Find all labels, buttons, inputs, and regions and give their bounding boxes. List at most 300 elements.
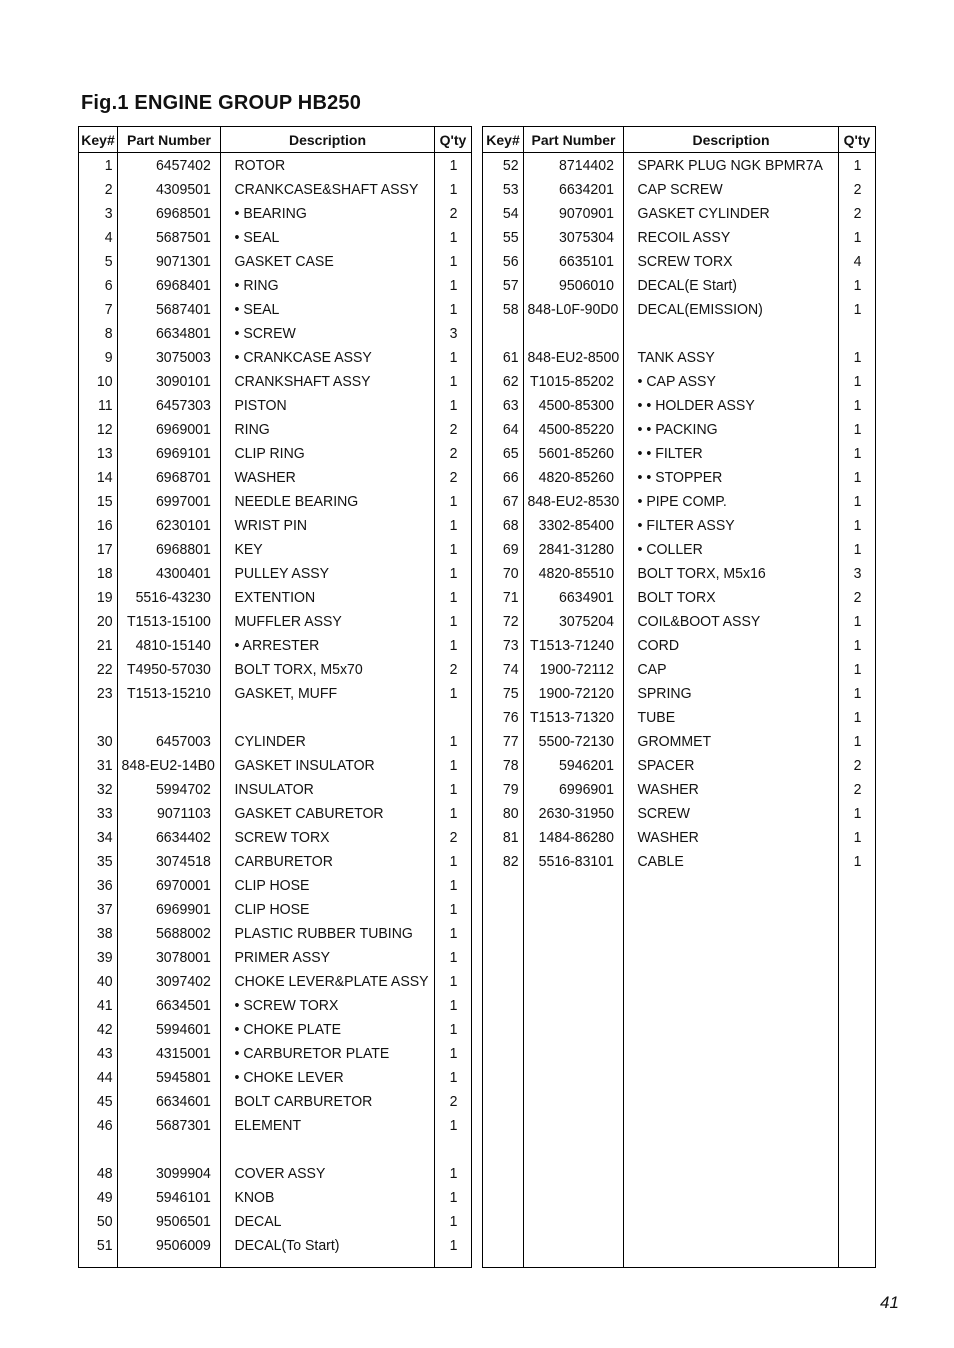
column-header-qty: Q'ty [435, 127, 472, 153]
key-cell [484, 322, 523, 346]
description-cell: BOLT CARBURETOR [227, 1090, 428, 1114]
description-cell: • RING [227, 274, 428, 298]
part-number-cell: 6635101 [527, 250, 621, 274]
description-cell: • PIPE COMP. [630, 490, 832, 514]
qty-cell: 2 [436, 202, 471, 226]
description-cell [227, 1138, 428, 1162]
table-row [483, 153, 876, 179]
key-cell: 37 [96, 901, 113, 918]
table-row [483, 466, 876, 490]
description-cell: INSULATOR [227, 778, 428, 802]
description-cell: KEY [227, 538, 428, 562]
part-number-cell: 848-EU2-8500 [527, 346, 621, 370]
qty-cell: 1 [436, 298, 471, 322]
qty-cell: 1 [840, 850, 875, 874]
key-cell: 32 [96, 781, 113, 798]
part-number-cell: 3075304 [527, 226, 621, 250]
empty-cell [630, 874, 832, 1268]
key-cell: 21 [96, 637, 113, 654]
part-number-cell: 3302-85400 [527, 514, 621, 538]
key-cell: 35 [96, 853, 113, 870]
table-row [79, 346, 472, 370]
key-cell: 77 [502, 733, 519, 750]
description-cell: CORD [630, 634, 832, 658]
key-cell: 46 [96, 1117, 113, 1134]
key-cell: 71 [502, 589, 519, 606]
key-cell: 19 [96, 589, 113, 606]
part-number-cell: 5994601 [121, 1018, 218, 1042]
description-cell: • CARBURETOR PLATE [227, 1042, 428, 1066]
qty-cell: 1 [436, 874, 471, 898]
part-number-cell: 4309501 [121, 178, 218, 202]
key-cell: 56 [502, 253, 519, 270]
key-cell [80, 1138, 117, 1162]
part-number-cell: 5687401 [121, 298, 218, 322]
part-number-cell: 6457003 [121, 730, 218, 754]
table-row [483, 562, 876, 586]
table-row [483, 802, 876, 826]
qty-cell: 1 [840, 490, 875, 514]
table-row [79, 1138, 472, 1162]
table-row [483, 826, 876, 850]
table-row [483, 586, 876, 610]
table-row [79, 610, 472, 634]
part-number-cell: T1513-15210 [121, 682, 218, 706]
description-cell: TANK ASSY [630, 346, 832, 370]
description-cell: • • STOPPER [630, 466, 832, 490]
qty-cell: 1 [840, 706, 875, 730]
description-cell: CABLE [630, 850, 832, 874]
part-number-cell: 6996901 [527, 778, 621, 802]
table-row [79, 1042, 472, 1066]
part-number-cell: T1513-15100 [121, 610, 218, 634]
table-row [79, 538, 472, 562]
part-number-cell: 5946201 [527, 754, 621, 778]
qty-cell: 1 [436, 778, 471, 802]
table-row [79, 994, 472, 1018]
qty-cell: 1 [436, 1162, 471, 1186]
description-cell: CLIP HOSE [227, 898, 428, 922]
part-number-cell: 3078001 [121, 946, 218, 970]
key-cell: 17 [96, 541, 113, 558]
part-number-cell: 2841-31280 [527, 538, 621, 562]
part-number-cell: 6969001 [121, 418, 218, 442]
key-cell: 38 [96, 925, 113, 942]
part-number-cell: 6968801 [121, 538, 218, 562]
key-cell: 33 [96, 805, 113, 822]
part-number-cell: 3075204 [527, 610, 621, 634]
description-cell: ROTOR [227, 153, 428, 179]
qty-cell: 1 [436, 802, 471, 826]
empty-cell [121, 1258, 218, 1268]
part-number-cell: 9506010 [527, 274, 621, 298]
table-row [483, 394, 876, 418]
table-row [79, 514, 472, 538]
qty-cell: 1 [436, 562, 471, 586]
part-number-cell: 3099904 [121, 1162, 218, 1186]
part-number-cell: T4950-57030 [121, 658, 218, 682]
qty-cell: 1 [436, 610, 471, 634]
key-cell: 11 [97, 397, 113, 414]
qty-cell: 2 [436, 1090, 471, 1114]
table-row [483, 274, 876, 298]
qty-cell: 1 [840, 394, 875, 418]
qty-cell: 1 [840, 610, 875, 634]
key-cell: 82 [502, 853, 519, 870]
part-number-cell: 6230101 [121, 514, 218, 538]
empty-cell [80, 1258, 117, 1268]
key-cell: 18 [96, 565, 113, 582]
description-cell: WRIST PIN [227, 514, 428, 538]
table-row [79, 490, 472, 514]
parts-table-left [78, 126, 472, 1268]
key-cell: 7 [104, 301, 113, 318]
description-cell: MUFFLER ASSY [227, 610, 428, 634]
part-number-cell: 1484-86280 [527, 826, 621, 850]
description-cell: DECAL(To Start) [227, 1234, 428, 1258]
qty-cell: 2 [840, 754, 875, 778]
qty-cell: 1 [840, 730, 875, 754]
part-number-cell: 6457303 [121, 394, 218, 418]
part-number-cell [121, 706, 218, 730]
table-row [483, 202, 876, 226]
table-row [79, 1210, 472, 1234]
qty-cell: 1 [436, 898, 471, 922]
key-cell: 63 [502, 397, 519, 414]
table-row [483, 754, 876, 778]
qty-cell: 1 [436, 1018, 471, 1042]
part-number-cell: 9070901 [527, 202, 621, 226]
qty-cell: 1 [840, 442, 875, 466]
table-row [483, 250, 876, 274]
qty-cell: 1 [436, 1114, 471, 1138]
description-cell: GASKET CYLINDER [630, 202, 832, 226]
part-number-cell: 4315001 [121, 1042, 218, 1066]
key-cell: 30 [96, 733, 113, 750]
description-cell: GASKET INSULATOR [227, 754, 428, 778]
key-cell: 2 [104, 181, 113, 198]
description-cell: GROMMET [630, 730, 832, 754]
qty-cell: 1 [436, 346, 471, 370]
qty-cell: 2 [436, 826, 471, 850]
description-cell: RECOIL ASSY [630, 226, 832, 250]
description-cell: WASHER [630, 826, 832, 850]
key-cell: 42 [96, 1021, 113, 1038]
key-cell: 16 [96, 517, 113, 534]
part-number-cell: 4500-85220 [527, 418, 621, 442]
table-filler-row [79, 1258, 472, 1268]
key-cell: 68 [502, 517, 519, 534]
description-cell [227, 706, 428, 730]
table-row [79, 562, 472, 586]
table-row [79, 394, 472, 418]
part-number-cell: 6968501 [121, 202, 218, 226]
qty-cell: 1 [840, 802, 875, 826]
empty-cell [527, 874, 621, 1268]
key-cell: 6 [104, 277, 113, 294]
qty-cell: 1 [436, 946, 471, 970]
table-row [483, 538, 876, 562]
key-cell: 15 [96, 493, 113, 510]
description-cell: DECAL [227, 1210, 428, 1234]
table-row [79, 970, 472, 994]
part-number-cell: 4300401 [121, 562, 218, 586]
description-cell: • CHOKE LEVER [227, 1066, 428, 1090]
part-number-cell: 6997001 [121, 490, 218, 514]
qty-cell: 1 [436, 153, 471, 179]
table-row [79, 442, 472, 466]
table-row [483, 322, 876, 346]
qty-cell: 2 [840, 586, 875, 610]
page-number: 41 [880, 1293, 899, 1312]
part-number-cell: 848-L0F-90D0 [527, 298, 621, 322]
table-row [79, 730, 472, 754]
table-row [79, 706, 472, 730]
table-row [79, 418, 472, 442]
table-header-row [79, 127, 472, 153]
part-number-cell: 4500-85300 [527, 394, 621, 418]
table-row [79, 754, 472, 778]
key-cell: 39 [96, 949, 113, 966]
qty-cell: 2 [840, 778, 875, 802]
description-cell: • • PACKING [630, 418, 832, 442]
table-row [79, 1114, 472, 1138]
description-cell [630, 322, 832, 346]
description-cell: WASHER [227, 466, 428, 490]
table-row [79, 922, 472, 946]
description-cell: • CHOKE PLATE [227, 1018, 428, 1042]
part-number-cell: 9506501 [121, 1210, 218, 1234]
table-row [79, 1186, 472, 1210]
empty-cell [484, 874, 523, 1268]
table-row [79, 802, 472, 826]
part-number-cell: 4820-85260 [527, 466, 621, 490]
part-number-cell: 5945801 [121, 1066, 218, 1090]
qty-cell: 1 [840, 682, 875, 706]
column-header-key: Key# [483, 127, 524, 153]
part-number-cell: 5994702 [121, 778, 218, 802]
column-header-description: Description [624, 127, 839, 153]
description-cell: RING [227, 418, 428, 442]
description-cell: CLIP RING [227, 442, 428, 466]
description-cell: • SCREW TORX [227, 994, 428, 1018]
description-cell: CHOKE LEVER&PLATE ASSY [227, 970, 428, 994]
description-cell: SPACER [630, 754, 832, 778]
description-cell: CYLINDER [227, 730, 428, 754]
table-row [483, 490, 876, 514]
table-row [79, 178, 472, 202]
description-cell: CARBURETOR [227, 850, 428, 874]
table-row [483, 634, 876, 658]
key-cell: 66 [502, 469, 519, 486]
key-cell: 74 [502, 661, 519, 678]
description-cell: EXTENTION [227, 586, 428, 610]
description-cell: COIL&BOOT ASSY [630, 610, 832, 634]
table-row [483, 418, 876, 442]
part-number-cell: T1513-71240 [527, 634, 621, 658]
key-cell: 44 [96, 1069, 113, 1086]
qty-cell [436, 706, 471, 730]
qty-cell: 1 [436, 994, 471, 1018]
key-cell: 45 [96, 1093, 113, 1110]
key-cell: 55 [502, 229, 519, 246]
qty-cell: 1 [840, 298, 875, 322]
table-filler-row [483, 874, 876, 1268]
description-cell: CAP SCREW [630, 178, 832, 202]
part-number-cell: T1513-71320 [527, 706, 621, 730]
key-cell: 50 [96, 1213, 113, 1230]
key-cell: 22 [96, 661, 113, 678]
table-row [79, 682, 472, 706]
table-row [79, 1234, 472, 1258]
qty-cell: 1 [436, 850, 471, 874]
key-cell: 8 [104, 325, 113, 342]
key-cell: 1 [104, 157, 113, 174]
qty-cell: 1 [436, 394, 471, 418]
part-number-cell: 5687301 [121, 1114, 218, 1138]
part-number-cell: 8714402 [527, 153, 621, 179]
part-number-cell: 6634201 [527, 178, 621, 202]
key-cell: 69 [502, 541, 519, 558]
key-cell: 81 [502, 829, 519, 846]
key-cell: 53 [502, 181, 519, 198]
description-cell: PULLEY ASSY [227, 562, 428, 586]
key-cell: 36 [96, 877, 113, 894]
table-row [79, 1090, 472, 1114]
table-row [79, 322, 472, 346]
qty-cell: 1 [840, 418, 875, 442]
table-row [483, 514, 876, 538]
table-row [79, 634, 472, 658]
description-cell: BOLT TORX, M5x70 [227, 658, 428, 682]
part-number-cell: 5601-85260 [527, 442, 621, 466]
qty-cell: 3 [840, 562, 875, 586]
key-cell: 5 [104, 253, 113, 270]
qty-cell: 1 [436, 754, 471, 778]
qty-cell: 1 [436, 370, 471, 394]
key-cell: 78 [502, 757, 519, 774]
part-number-cell: 3075003 [121, 346, 218, 370]
part-number-cell: 848-EU2-8530 [527, 490, 621, 514]
key-cell: 23 [96, 685, 113, 702]
column-header-description: Description [221, 127, 435, 153]
qty-cell: 1 [840, 274, 875, 298]
part-number-cell: 3090101 [121, 370, 218, 394]
qty-cell: 2 [436, 658, 471, 682]
part-number-cell: 9071301 [121, 250, 218, 274]
description-cell: BOLT TORX [630, 586, 832, 610]
part-number-cell: 1900-72112 [527, 658, 621, 682]
qty-cell: 1 [436, 1234, 471, 1258]
description-cell: SCREW TORX [227, 826, 428, 850]
key-cell: 14 [96, 469, 113, 486]
qty-cell: 1 [436, 1066, 471, 1090]
description-cell: • • HOLDER ASSY [630, 394, 832, 418]
qty-cell: 1 [840, 370, 875, 394]
qty-cell: 1 [436, 730, 471, 754]
table-row [483, 298, 876, 322]
key-cell: 12 [96, 421, 113, 438]
qty-cell: 1 [436, 1186, 471, 1210]
part-number-cell [121, 1138, 218, 1162]
parts-table-left-body [79, 153, 472, 1268]
description-cell: TUBE [630, 706, 832, 730]
part-number-cell: 6969901 [121, 898, 218, 922]
table-row [79, 250, 472, 274]
table-row [483, 178, 876, 202]
part-number-cell: 6634402 [121, 826, 218, 850]
description-cell: • SEAL [227, 298, 428, 322]
table-row [79, 1066, 472, 1090]
qty-cell [436, 1138, 471, 1162]
key-cell: 70 [502, 565, 519, 582]
part-number-cell: 4810-15140 [121, 634, 218, 658]
key-cell: 48 [96, 1165, 113, 1182]
part-number-cell: 5687501 [121, 226, 218, 250]
qty-cell: 1 [436, 178, 471, 202]
table-row [79, 898, 472, 922]
qty-cell: 1 [436, 682, 471, 706]
qty-cell: 1 [840, 538, 875, 562]
qty-cell: 1 [436, 922, 471, 946]
table-row [79, 1162, 472, 1186]
description-cell: PISTON [227, 394, 428, 418]
part-number-cell: 848-EU2-14B0 [121, 754, 218, 778]
qty-cell: 1 [840, 226, 875, 250]
table-row [79, 586, 472, 610]
qty-cell: 1 [840, 514, 875, 538]
table-row [483, 658, 876, 682]
description-cell: KNOB [227, 1186, 428, 1210]
table-row [79, 1018, 472, 1042]
table-row [79, 153, 472, 179]
part-number-cell: 6457402 [121, 153, 218, 179]
key-cell: 51 [96, 1237, 113, 1254]
part-number-cell: 5516-43230 [121, 586, 218, 610]
table-row [483, 730, 876, 754]
part-number-cell: 5500-72130 [527, 730, 621, 754]
key-cell: 41 [96, 997, 113, 1014]
table-row [483, 442, 876, 466]
table-row [79, 202, 472, 226]
qty-cell: 1 [840, 346, 875, 370]
description-cell: BOLT TORX, M5x16 [630, 562, 832, 586]
description-cell: SCREW [630, 802, 832, 826]
qty-cell: 1 [436, 1042, 471, 1066]
part-number-cell: 3097402 [121, 970, 218, 994]
part-number-cell [527, 322, 621, 346]
qty-cell: 1 [436, 634, 471, 658]
key-cell: 73 [502, 637, 519, 654]
table-row [483, 226, 876, 250]
table-row [79, 778, 472, 802]
description-cell: SCREW TORX [630, 250, 832, 274]
key-cell: 76 [502, 709, 519, 726]
table-row [483, 346, 876, 370]
qty-cell: 2 [436, 466, 471, 490]
description-cell: PLASTIC RUBBER TUBING [227, 922, 428, 946]
qty-cell: 1 [436, 538, 471, 562]
description-cell: ELEMENT [227, 1114, 428, 1138]
part-number-cell: 5946101 [121, 1186, 218, 1210]
qty-cell: 1 [436, 514, 471, 538]
table-row [79, 826, 472, 850]
description-cell: CLIP HOSE [227, 874, 428, 898]
empty-cell [436, 1258, 471, 1268]
part-number-cell: T1015-85202 [527, 370, 621, 394]
description-cell: • • FILTER [630, 442, 832, 466]
description-cell: NEEDLE BEARING [227, 490, 428, 514]
